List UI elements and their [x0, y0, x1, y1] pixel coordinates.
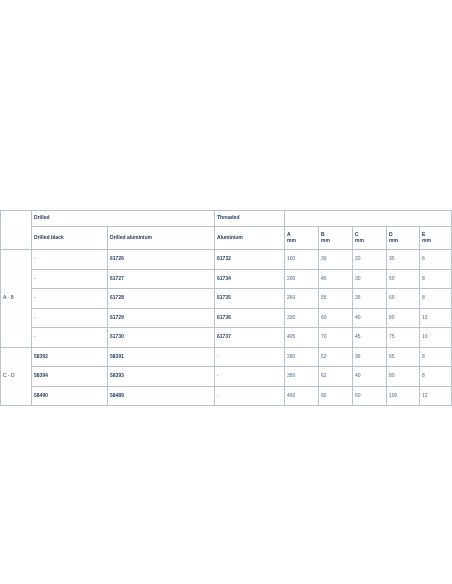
table-row: - 61729 61736 330 60 40 80 10	[1, 308, 452, 328]
header-dim-b: B mm	[319, 227, 353, 250]
header-drilled-aluminium: Drilled aluminium	[108, 227, 215, 250]
table-row: - 61728 61735 260 55 35 65 8	[1, 289, 452, 309]
table-row: A - B - 61726 61732 160 30 20 35 6	[1, 250, 452, 270]
header-dim-a: A mm	[285, 227, 319, 250]
header-threaded: Threaded	[215, 211, 285, 227]
table-row: - 61730 61737 405 70 45 75 10	[1, 328, 452, 348]
header-dims-blank	[285, 211, 452, 227]
header-dim-e: E mm	[420, 227, 452, 250]
header-dim-d: D mm	[387, 227, 420, 250]
header-row-2	[1, 227, 452, 250]
table-row: C - D 58392 58391 - 280 52 36 65 8	[1, 347, 452, 367]
product-spec-table	[0, 210, 452, 406]
group-header-cell	[1, 211, 32, 250]
table-row: 58394 58393 - 350 62 40 80 8	[1, 367, 452, 387]
header-aluminium: Aluminium	[215, 227, 285, 250]
group-label-ab: A - B	[1, 250, 32, 348]
header-drilled: Drilled	[32, 211, 215, 227]
header-row-1	[1, 211, 452, 227]
header-drilled-black: Drilled black	[32, 227, 108, 250]
header-dim-c: C mm	[353, 227, 387, 250]
table-row: 58490 58489 - 450 80 50 100 12	[1, 386, 452, 406]
table-row: - 61727 61734 200 45 30 50 8	[1, 269, 452, 289]
group-label-cd: C - D	[1, 347, 32, 406]
